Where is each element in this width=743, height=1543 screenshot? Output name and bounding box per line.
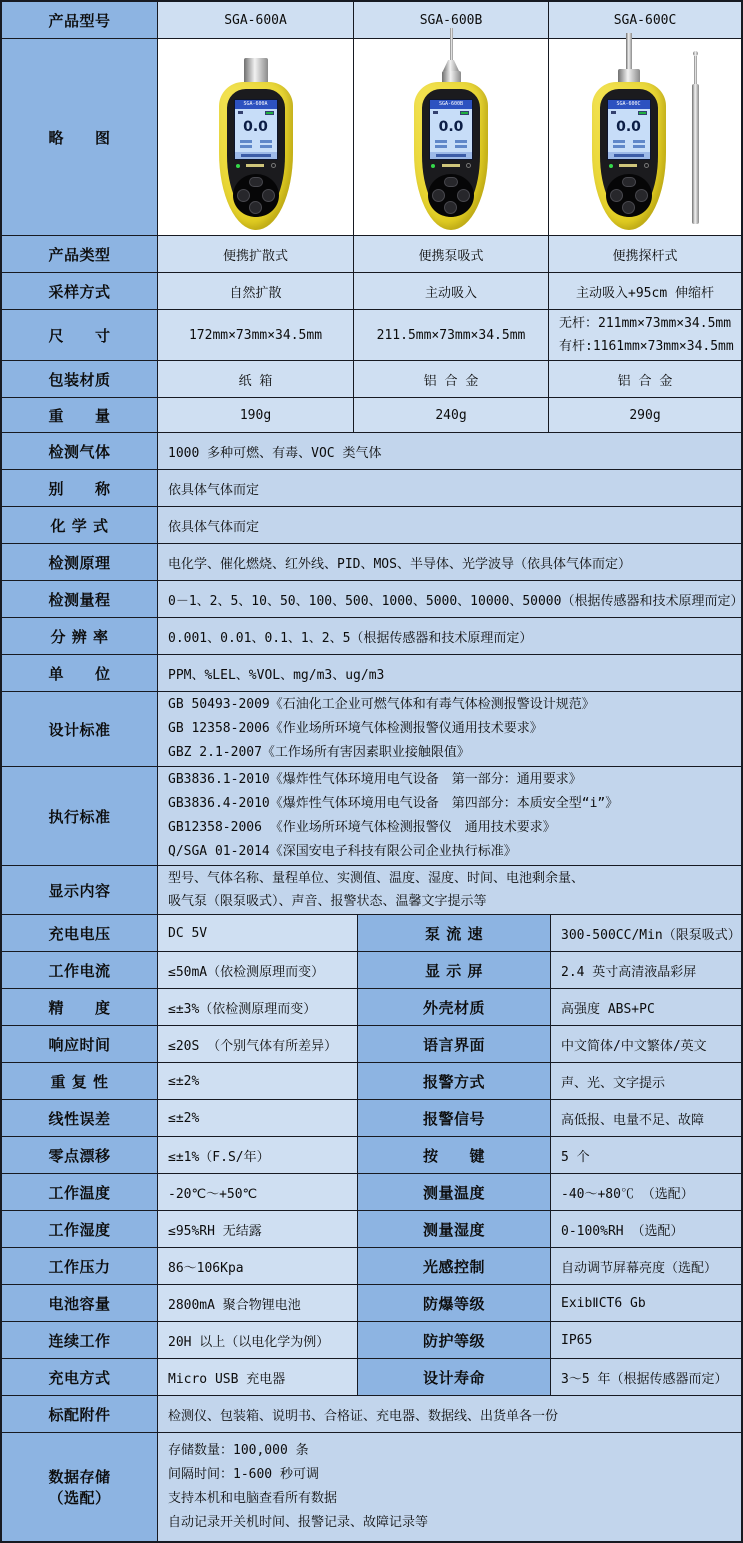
inlet-tube-icon [626, 33, 632, 69]
value-language: 中文简体/中文繁体/英文 [551, 1026, 741, 1062]
model-sga-600b: SGA-600B [354, 2, 548, 38]
label-light-control: 光感控制 [358, 1248, 550, 1284]
value-display-screen: 2.4 英寸高清液晶彩屏 [551, 952, 741, 988]
dimensions-c-with-rod: 有杆:1161mm×73mm×34.5mm [559, 339, 734, 354]
row-dimensions [2, 310, 741, 360]
row-design-standard [2, 692, 741, 766]
power-icon [271, 163, 276, 168]
label-language: 语言界面 [358, 1026, 550, 1062]
label-alias: 别 称 [2, 470, 157, 506]
value-weight-c: 290g [549, 398, 741, 432]
value-pump-flow: 300-500CC/Min（限泵吸式） [551, 915, 741, 951]
row-linearity-error-alarm-signal [2, 1100, 741, 1136]
label-detection-range: 检测量程 [2, 581, 157, 617]
data-storage-label-line1: 数据存储 [48, 1468, 111, 1486]
value-response-time: ≤20S （个别气体有所差异） [158, 1026, 357, 1062]
power-icon [644, 163, 649, 168]
keypad [233, 174, 279, 217]
data-storage-line: 间隔时间：1-600 秒可调 [168, 1467, 319, 1482]
row-response-time-language [2, 1026, 741, 1062]
model-sga-600c: SGA-600C [549, 2, 741, 38]
label-explosion-proof-grade: 防爆等级 [358, 1285, 550, 1321]
label-zero-drift: 零点漂移 [2, 1137, 157, 1173]
battery-icon [460, 111, 469, 115]
value-working-temperature: -20℃～+50℃ [158, 1174, 357, 1210]
label-dimensions: 尺 寸 [2, 310, 157, 360]
value-shell-material: 高强度 ABS+PC [551, 989, 741, 1025]
label-data-storage [2, 1433, 157, 1541]
row-data-storage [2, 1433, 741, 1541]
label-detection-principle: 检测原理 [2, 544, 157, 580]
value-packaging-a: 纸 箱 [158, 361, 353, 397]
value-repeatability: ≤±2% [158, 1063, 357, 1099]
label-measure-temperature: 测量温度 [358, 1174, 550, 1210]
value-design-life: 3～5 年（根据传感器而定） [551, 1359, 741, 1395]
device-image-sga-600a [219, 58, 293, 230]
label-resolution: 分 辨 率 [2, 618, 157, 654]
label-sampling-method: 采样方式 [2, 273, 157, 309]
value-charging-voltage: DC 5V [158, 915, 357, 951]
data-storage-line: 自动记录开关机时间、报警记录、故障记录等 [168, 1515, 429, 1530]
design-standard-line: GBZ 2.1-2007《工作场所有害因素职业接触限值》 [168, 745, 470, 760]
label-chemical-formula: 化 学 式 [2, 507, 157, 543]
label-battery-capacity: 电池容量 [2, 1285, 157, 1321]
value-product-type-b: 便携泵吸式 [354, 236, 548, 272]
data-storage-label-line2: （选配） [48, 1489, 111, 1507]
row-charging-method-design-life [2, 1359, 741, 1395]
device-image-sga-600c [592, 33, 666, 230]
led-indicator-icon [609, 164, 613, 168]
value-continuous-work: 20H 以上（以电化学为例） [158, 1322, 357, 1358]
label-display-screen: 显 示 屏 [358, 952, 550, 988]
value-product-type-c: 便携探杆式 [549, 236, 741, 272]
product-image-cell-b [354, 39, 548, 235]
value-working-humidity: ≤95%RH 无结露 [158, 1211, 357, 1247]
label-unit: 单 位 [2, 655, 157, 691]
value-sampling-a: 自然扩散 [158, 273, 353, 309]
value-charging-method: Micro USB 充电器 [158, 1359, 357, 1395]
label-display-content: 显示内容 [2, 866, 157, 914]
executive-standard-line: GB3836.4-2010《爆炸性气体环境用电气设备 第四部分：本质安全型“i”》 [168, 796, 619, 811]
value-explosion-proof-grade: ExibⅡCT6 Gb [551, 1285, 741, 1321]
value-weight-b: 240g [354, 398, 548, 432]
label-accuracy: 精 度 [2, 989, 157, 1025]
label-repeatability: 重 复 性 [2, 1063, 157, 1099]
sensor-cone-icon [443, 60, 459, 71]
row-working-temp-measure-temp [2, 1174, 741, 1210]
label-weight: 重 量 [2, 398, 157, 432]
row-weight [2, 398, 741, 432]
row-working-current-display-screen [2, 952, 741, 988]
value-product-type-a: 便携扩散式 [158, 236, 353, 272]
brand-logo [442, 164, 460, 167]
row-continuous-work-protection-grade [2, 1322, 741, 1358]
value-design-standard [158, 692, 741, 766]
value-weight-a: 190g [158, 398, 353, 432]
display-content-line: 吸气泵（限泵吸式）、声音、报警状态、温馨文字提示等 [168, 894, 487, 909]
value-dimensions-b: 211.5mm×73mm×34.5mm [354, 310, 548, 360]
label-charging-method: 充电方式 [2, 1359, 157, 1395]
label-response-time: 响应时间 [2, 1026, 157, 1062]
row-working-pressure-light-control [2, 1248, 741, 1284]
row-executive-standard [2, 767, 741, 865]
label-working-temperature: 工作温度 [2, 1174, 157, 1210]
value-detection-range: 0－1、2、5、10、50、100、500、1000、5000、10000、50000（根据传感器和技术原理而定） [158, 581, 741, 617]
row-resolution [2, 618, 741, 654]
row-detection-principle [2, 544, 741, 580]
product-image-cell-c [549, 39, 741, 235]
value-detected-gas: 1000 多种可燃、有毒、VOC 类气体 [158, 433, 741, 469]
device-body [414, 82, 488, 230]
row-battery-capacity-explosion-proof [2, 1285, 741, 1321]
label-design-life: 设计寿命 [358, 1359, 550, 1395]
row-detection-range [2, 581, 741, 617]
label-product-type: 产品类型 [2, 236, 157, 272]
power-icon [466, 163, 471, 168]
screen-model-text: SGA-600A [235, 100, 277, 109]
label-alarm-mode: 报警方式 [358, 1063, 550, 1099]
executive-standard-line: GB12358-2006 《作业场所环境气体检测报警仪 通用技术要求》 [168, 820, 556, 835]
label-pump-flow: 泵 流 速 [358, 915, 550, 951]
device-screen [429, 99, 473, 160]
label-working-pressure: 工作压力 [2, 1248, 157, 1284]
row-display-content [2, 866, 741, 914]
label-detected-gas: 检测气体 [2, 433, 157, 469]
label-measure-humidity: 测量湿度 [358, 1211, 550, 1247]
value-linearity-error: ≤±2% [158, 1100, 357, 1136]
value-alias: 依具体气体而定 [158, 470, 741, 506]
label-working-humidity: 工作湿度 [2, 1211, 157, 1247]
row-detected-gas [2, 433, 741, 469]
value-buttons: 5 个 [551, 1137, 741, 1173]
row-sampling-method [2, 273, 741, 309]
row-product-type [2, 236, 741, 272]
led-indicator-icon [236, 164, 240, 168]
row-unit [2, 655, 741, 691]
design-standard-line: GB 12358-2006《作业场所环境气体检测报警仪通用技术要求》 [168, 721, 543, 736]
row-chemical-formula [2, 507, 741, 543]
display-content-line: 型号、气体名称、量程单位、实测值、温度、湿度、时间、电池剩余量、 [168, 871, 585, 886]
value-accuracy: ≤±3%（依检测原理而变） [158, 989, 357, 1025]
value-alarm-mode: 声、光、文字提示 [551, 1063, 741, 1099]
executive-standard-line: Q/SGA 01-2014《深国安电子科技有限公司企业执行标准》 [168, 844, 517, 859]
data-storage-line: 存储数量：100,000 条 [168, 1443, 309, 1458]
sensor-head-icon [244, 58, 268, 84]
label-accessories: 标配附件 [2, 1396, 157, 1432]
value-sampling-b: 主动吸入 [354, 273, 548, 309]
value-battery-capacity: 2800mA 聚合物锂电池 [158, 1285, 357, 1321]
row-packaging-material [2, 361, 741, 397]
model-sga-600a: SGA-600A [158, 2, 353, 38]
device-screen [607, 99, 651, 160]
label-protection-grade: 防护等级 [358, 1322, 550, 1358]
value-protection-grade: IP65 [551, 1322, 741, 1358]
label-charging-voltage: 充电电压 [2, 915, 157, 951]
value-measure-humidity: 0-100%RH （选配） [551, 1211, 741, 1247]
value-packaging-b: 铝 合 金 [354, 361, 548, 397]
row-charging-voltage-pump-flow [2, 915, 741, 951]
brand-logo [619, 164, 637, 167]
design-standard-line: GB 50493-2009《石油化工企业可燃气体和有毒气体检测报警设计规范》 [168, 697, 595, 712]
label-sketch: 略 图 [2, 39, 157, 235]
label-design-standard: 设计标准 [2, 692, 157, 766]
device-body [592, 82, 666, 230]
row-alias [2, 470, 741, 506]
screen-reading: 0.0 [243, 119, 268, 135]
screen-model-text: SGA-600C [608, 100, 650, 109]
label-product-model: 产品型号 [2, 2, 157, 38]
battery-icon [265, 111, 274, 115]
value-dimensions-a: 172mm×73mm×34.5mm [158, 310, 353, 360]
value-working-current: ≤50mA（依检测原理而变） [158, 952, 357, 988]
brand-logo [246, 164, 264, 167]
value-unit: PPM、%LEL、%VOL、mg/m3、ug/m3 [158, 655, 741, 691]
value-packaging-c: 铝 合 金 [549, 361, 741, 397]
screen-reading: 0.0 [616, 119, 641, 135]
label-continuous-work: 连续工作 [2, 1322, 157, 1358]
row-repeatability-alarm-mode [2, 1063, 741, 1099]
data-storage-line: 支持本机和电脑查看所有数据 [168, 1491, 338, 1506]
value-working-pressure: 86～106Kpa [158, 1248, 357, 1284]
label-buttons: 按 键 [358, 1137, 550, 1173]
value-sampling-c: 主动吸入+95cm 伸缩杆 [549, 273, 741, 309]
executive-standard-line: GB3836.1-2010《爆炸性气体环境用电气设备 第一部分：通用要求》 [168, 772, 582, 787]
product-image-cell-a [158, 39, 353, 235]
value-data-storage [158, 1433, 741, 1541]
keypad [428, 174, 474, 217]
value-light-control: 自动调节屏幕亮度（选配） [551, 1248, 741, 1284]
screen-reading: 0.0 [438, 119, 464, 135]
value-measure-temperature: -40～+80℃ （选配） [551, 1174, 741, 1210]
dimensions-c-without-rod: 无杆：211mm×73mm×34.5mm [559, 316, 732, 331]
row-working-humidity-measure-humidity [2, 1211, 741, 1247]
device-screen [234, 99, 278, 160]
label-linearity-error: 线性误差 [2, 1100, 157, 1136]
sketch-row [2, 39, 741, 235]
value-alarm-signal: 高低报、电量不足、故障 [551, 1100, 741, 1136]
value-detection-principle: 电化学、催化燃烧、红外线、PID、MOS、半导体、光学波导（依具体气体而定） [158, 544, 741, 580]
probe-needle-icon [450, 28, 453, 60]
value-chemical-formula: 依具体气体而定 [158, 507, 741, 543]
value-display-content [158, 866, 741, 914]
battery-icon [638, 111, 647, 115]
device-body [219, 82, 293, 230]
value-resolution: 0.001、0.01、0.1、1、2、5（根据传感器和技术原理而定） [158, 618, 741, 654]
keypad [606, 174, 652, 217]
value-dimensions-c [549, 310, 741, 360]
row-accuracy-shell-material [2, 989, 741, 1025]
screen-model-text: SGA-600B [430, 100, 472, 109]
value-zero-drift: ≤±1%（F.S/年） [158, 1137, 357, 1173]
label-shell-material: 外壳材质 [358, 989, 550, 1025]
row-accessories [2, 1396, 741, 1432]
telescopic-rod-icon [692, 51, 699, 224]
led-indicator-icon [431, 164, 435, 168]
label-alarm-signal: 报警信号 [358, 1100, 550, 1136]
row-zero-drift-buttons [2, 1137, 741, 1173]
value-accessories: 检测仪、包装箱、说明书、合格证、充电器、数据线、出货单各一份 [158, 1396, 741, 1432]
label-working-current: 工作电流 [2, 952, 157, 988]
device-image-sga-600b [414, 28, 488, 230]
label-executive-standard: 执行标准 [2, 767, 157, 865]
label-packaging-material: 包装材质 [2, 361, 157, 397]
value-executive-standard [158, 767, 741, 865]
